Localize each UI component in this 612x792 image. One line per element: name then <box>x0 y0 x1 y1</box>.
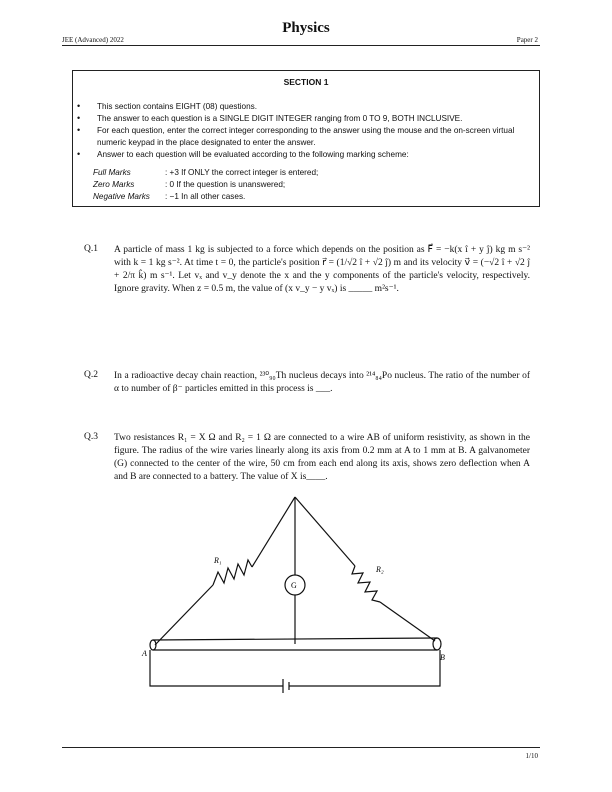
wire-battery-right <box>289 650 440 686</box>
section-heading: SECTION 1 <box>283 77 329 87</box>
marking-negative-label: Negative Marks <box>93 192 150 201</box>
question-number: Q.2 <box>84 370 98 380</box>
question-number: Q.1 <box>84 244 98 254</box>
bullet: • The answer to each question is a SINGLE DIGIT INTEGER ranging from 0 TO 9, BOTH INCLUSIVE. <box>77 113 463 123</box>
label-g: G <box>291 581 297 590</box>
question-text: In a radioactive decay chain reaction, ²³⁰₉₀Th nucleus decays into ²¹⁴₈₄Po nucleus. The ratio of the number of α to number of β⁻ particles emitted in this process is ___. <box>114 371 530 394</box>
marking-full-label: Full Marks <box>93 168 131 177</box>
bullet: • For each question, enter the correct integer corresponding to the answer using the mouse and the on-screen virtual numeric keypad in the place designated to enter the answer. <box>77 125 515 147</box>
label-r2: R₂ <box>376 565 384 574</box>
marking-zero-value: : 0 If the question is unanswered; <box>165 180 286 189</box>
marking-negative-value: : −1 In all other cases. <box>165 192 246 201</box>
wire-right-lower <box>380 602 435 641</box>
paper-number: Paper 2 <box>516 36 538 44</box>
wire-end-b <box>433 638 441 650</box>
wire-left-lower <box>155 585 213 645</box>
question-text: A particle of mass 1 kg is subjected to a force which depends on the position as F⃗ = −k(x î + y ĵ) kg m s⁻² with k = 1 kg s⁻². At time t = 0, the particle's position r⃗ = (1/√2 î + √2 ĵ) m and its velocity v⃗ = (−√2 î + √2 ĵ + 2/π k̂) m s⁻¹. Let vₓ and v_y denote the x and the y components of the particle's velocity, respectively. Ignore gravity. When z = 0.5 m, the value of (x v_y − y vₓ) is _____ m²s⁻¹. <box>114 245 530 294</box>
exam-name: JEE (Advanced) 2022 <box>62 36 124 44</box>
wire-right-upper <box>295 497 355 566</box>
wire-battery-left <box>150 650 283 686</box>
page-title: Physics <box>282 20 330 36</box>
label-a: A <box>142 649 147 658</box>
bullet: • This section contains EIGHT (08) questions. <box>77 101 258 111</box>
footer-rule <box>62 747 540 748</box>
bullet: • Answer to each question will be evaluated according to the following marking scheme: <box>77 149 409 159</box>
question-number: Q.3 <box>84 432 98 442</box>
marking-full-value: : +3 If ONLY the correct integer is entered; <box>165 168 319 177</box>
marking-zero-label: Zero Marks <box>93 180 135 189</box>
label-r1: R₁ <box>214 556 222 565</box>
wire-left-upper <box>252 497 295 567</box>
label-b: B <box>440 653 445 662</box>
question-text: Two resistances R₁ = X Ω and R₂ = 1 Ω are connected to a wire AB of uniform resistivity, as shown in the figure. The radius of the wire varies linearly along its axis from 0.2 mm at A to 1 mm at B. A galvanometer (G) connected to the center of the wire, 50 cm from each end along its axis, shows zero deflection when A and B are connected to a battery. The value of X is____. <box>114 433 530 482</box>
page-number: 1/10 <box>525 752 538 760</box>
